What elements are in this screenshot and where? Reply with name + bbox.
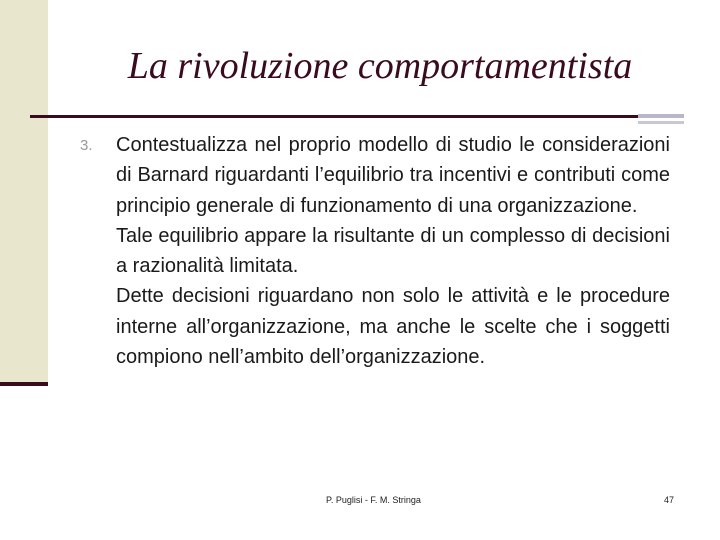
body-paragraph-3: Dette decisioni riguardano non solo le attività e le procedure interne all’organizzazione, ma anche le scelte che i soggetti compiono nell’ambito dell’organizzazione. bbox=[116, 285, 670, 369]
slide-body bbox=[116, 130, 670, 372]
title-underline-accent-lower bbox=[638, 121, 684, 124]
left-decorative-band bbox=[0, 0, 48, 382]
body-paragraph-2: Tale equilibrio appare la risultante di un complesso di decisioni a razionalità limitata. bbox=[116, 224, 670, 278]
body-paragraph-1: Contestualizza nel proprio modello di studio le considerazioni di Barnard riguardanti l’equilibrio tra incentivi e contributi come principio generale di funzionamento di una organizzazione. bbox=[116, 134, 670, 217]
slide-footer-authors: P. Puglisi - F. M. Stringa bbox=[326, 495, 421, 505]
title-underline bbox=[30, 115, 670, 118]
title-underline-accent bbox=[638, 114, 684, 118]
slide-title: La rivoluzione comportamentista bbox=[127, 45, 633, 87]
list-item-number: 3. bbox=[80, 137, 93, 154]
slide-page-number: 47 bbox=[664, 495, 675, 505]
left-band-divider bbox=[0, 382, 48, 386]
